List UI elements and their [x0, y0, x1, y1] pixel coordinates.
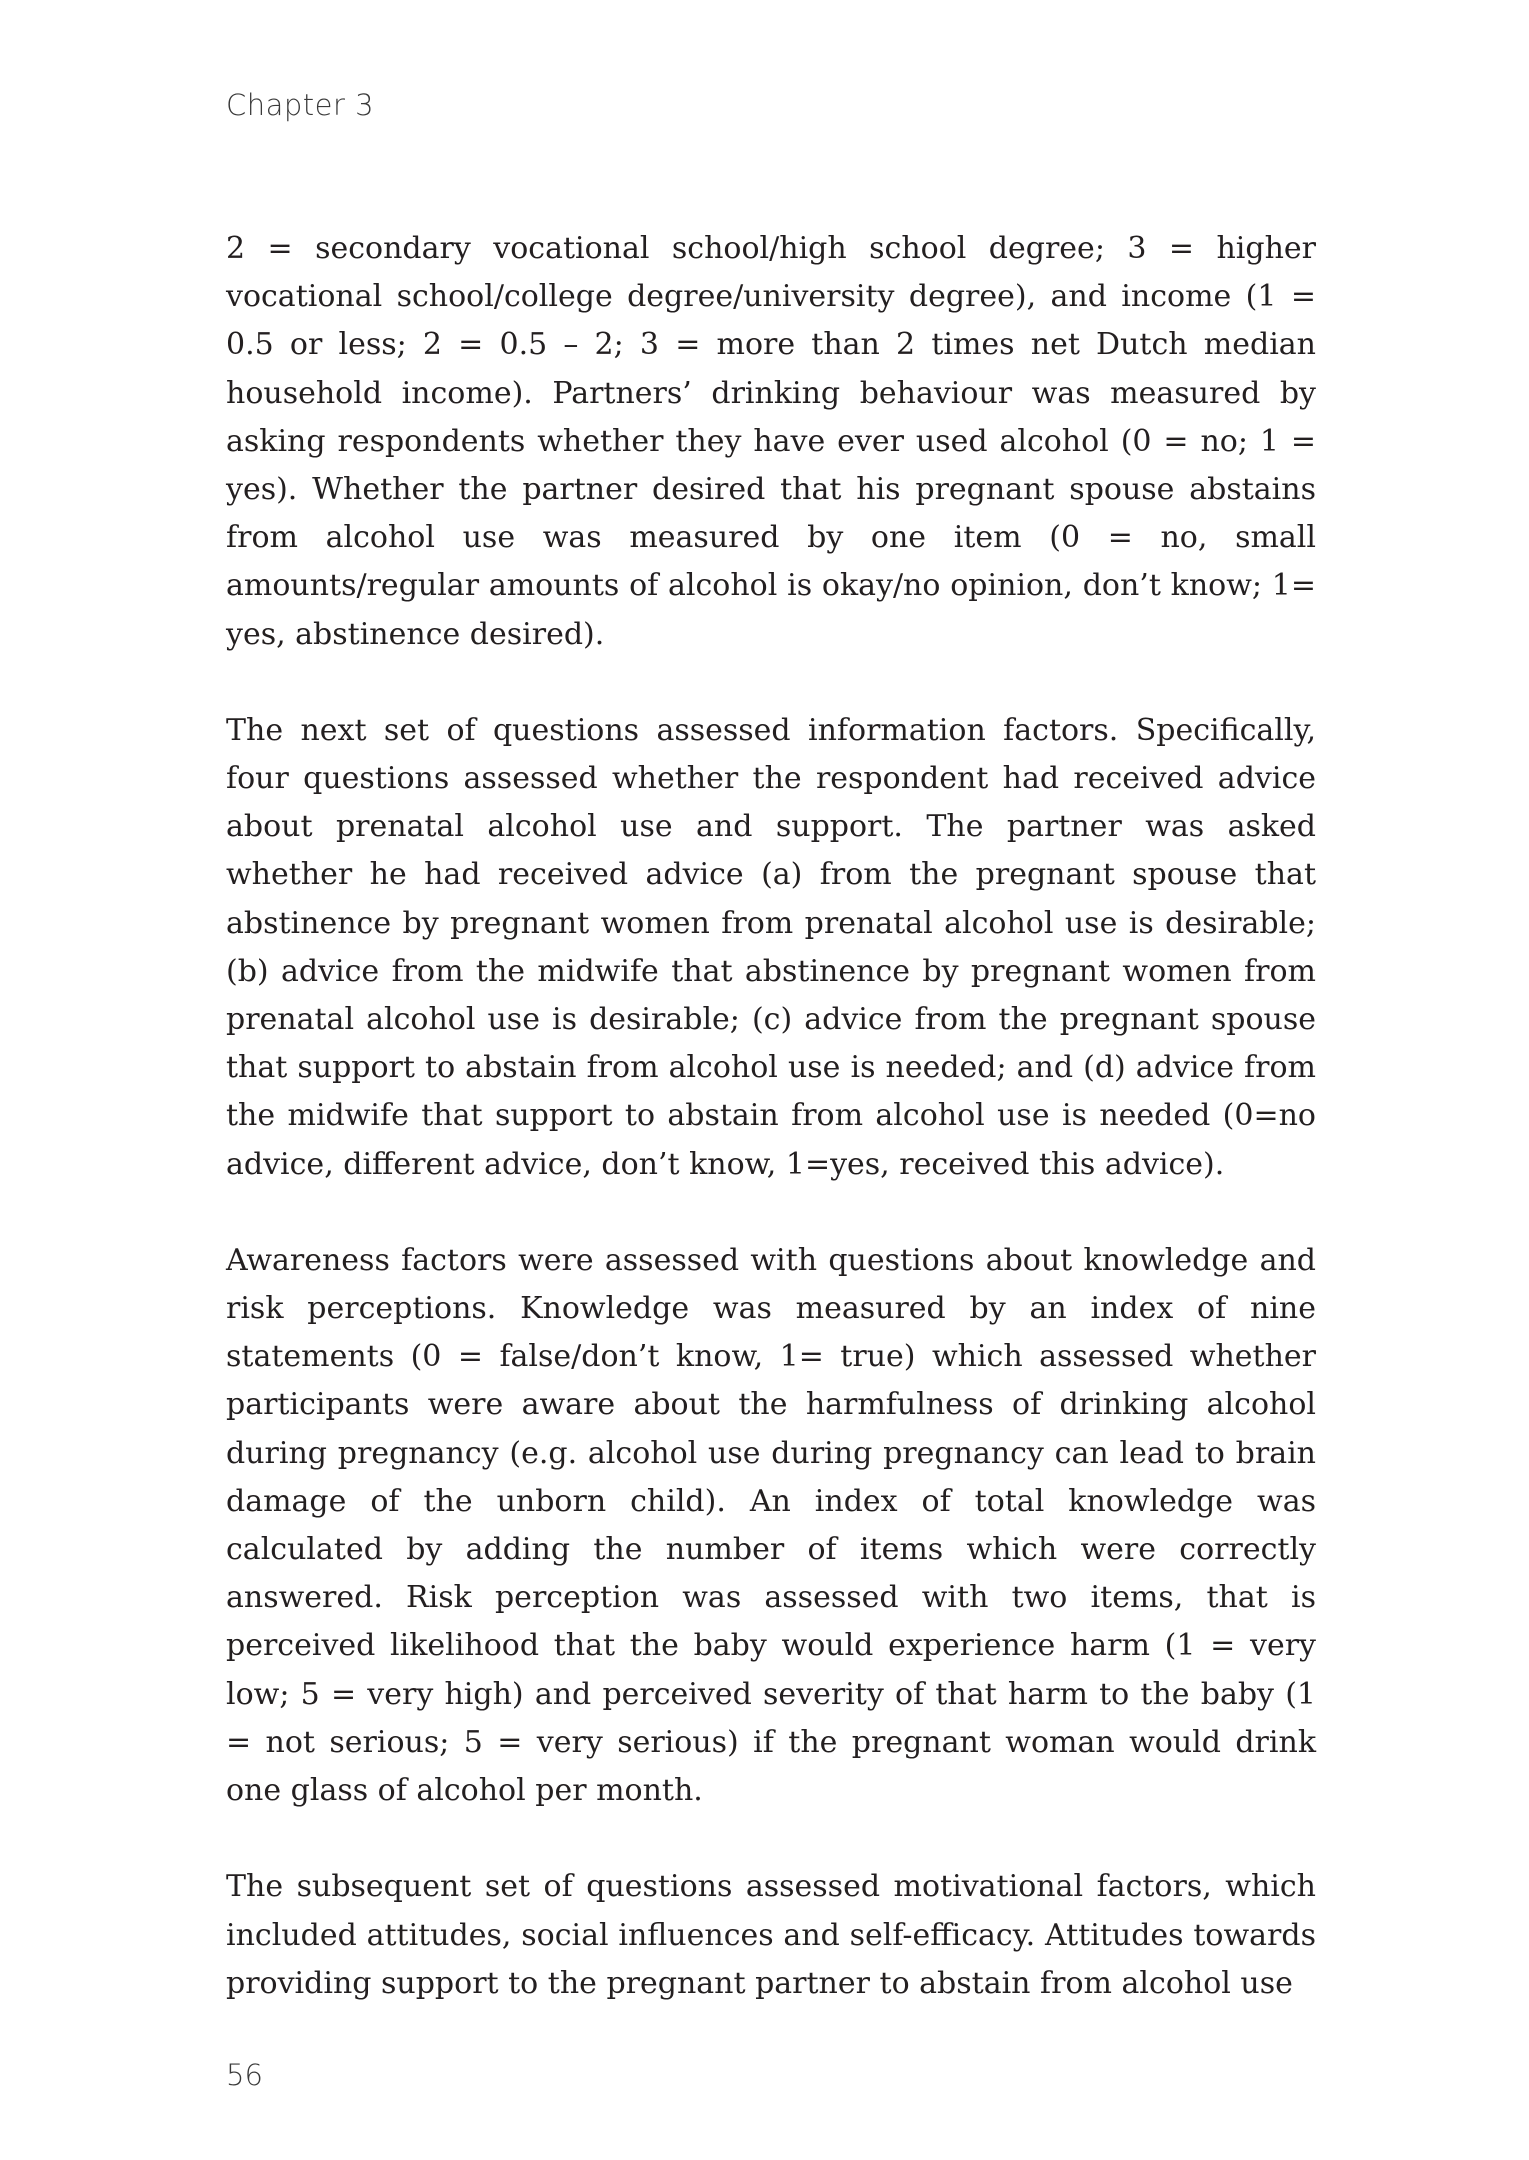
paragraph: The subsequent set of questions assessed motivational factors, which included attitudes, social influences and self-efficacy. Attitudes towards providing support to the pregnant partner to abstain from alcohol use — [226, 1869, 1316, 2001]
page-number: 56 — [226, 2058, 263, 2092]
paragraph: The next set of questions assessed information factors. Specifically, four questions assessed whether the respondent had received advice about prenatal alcohol use and support. The partner was asked whether he had received advice (a) from the pregnant spouse that abstinence by pregnant women from prenatal alcohol use is desirable; (b) advice from the midwife that abstinence by pregnant women from prenatal alcohol use is desirable; (c) advice from the pregnant spouse that support to abstain from alcohol use is needed; and (d) advice from the midwife that support to abstain from alcohol use is needed (0=no advice, different advice, don’t know, 1=yes, received this advice). — [226, 712, 1316, 1182]
paragraph: Awareness factors were assessed with questions about knowledge and risk perceptions. Knowledge was measured by an index of nine statements (0 = false/don’t know, 1= true) which assessed whether participants were aware about the harmfulness of drinking alcohol during pregnancy (e.g. alcohol use during pregnancy can lead to brain damage of the unborn child). An index of total knowledge was calculated by adding the number of items which were correctly answered. Risk perception was assessed with two items, that is perceived likelihood that the baby would experience harm (1 = very low; 5 = very high) and perceived severity of that harm to the baby (1 = not serious; 5 = very serious) if the pregnant woman would drink one glass of alcohol per month. — [226, 1242, 1316, 1809]
running-header: Chapter 3 — [226, 88, 375, 122]
paragraph: 2 = secondary vocational school/high school degree; 3 = higher vocational school/college degree/university degree), and income (1 = 0.5 or less; 2 = 0.5 – 2; 3 = more than 2 times net Dutch median household income). Partners’ drinking behaviour was measured by asking respondents whether they have ever used alcohol (0 = no; 1 = yes). Whether the partner desired that his pregnant spouse abstains from alcohol use was measured by one item (0 = no, small amounts/regular amounts of alcohol is okay/no opinion, don’t know; 1= yes, abstinence desired). — [226, 231, 1316, 652]
body-text — [226, 225, 1316, 2056]
